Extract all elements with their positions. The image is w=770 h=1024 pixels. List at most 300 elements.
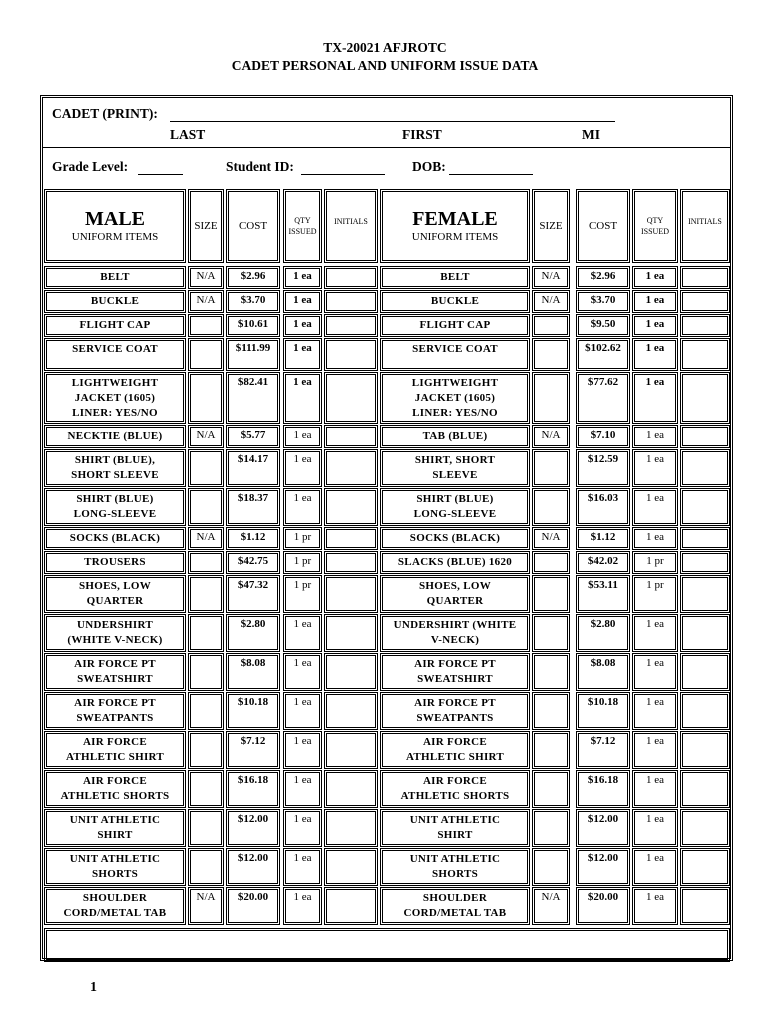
male-item-name: FLIGHT CAP bbox=[79, 319, 151, 331]
dob-field[interactable] bbox=[449, 174, 533, 175]
info-divider bbox=[43, 147, 730, 148]
male-size-cell[interactable] bbox=[188, 266, 224, 289]
male-item-cell bbox=[44, 266, 186, 289]
female-item-cell bbox=[380, 770, 530, 808]
female-item-name: SWEATPANTS bbox=[416, 712, 494, 724]
male-qty-cell bbox=[283, 731, 322, 769]
female-item-name: SHOULDER bbox=[422, 892, 488, 904]
male-item-name: JACKET (1605) bbox=[74, 392, 156, 404]
male-size-value: N/A bbox=[196, 429, 216, 441]
male-qty-value: 1 ea bbox=[293, 492, 312, 504]
male-qty-value: 1 ea bbox=[293, 735, 312, 747]
male-item-name: SHIRT bbox=[97, 829, 133, 841]
male-initials-field[interactable] bbox=[324, 614, 378, 652]
female-qty-cell bbox=[632, 614, 678, 652]
female-size-cell[interactable] bbox=[532, 314, 570, 337]
female-size-cell[interactable] bbox=[532, 290, 570, 313]
female-initials-field[interactable] bbox=[680, 314, 730, 337]
male-cost-value: $14.17 bbox=[237, 453, 269, 465]
female-size-cell[interactable] bbox=[532, 372, 570, 424]
female-initials-field[interactable] bbox=[680, 338, 730, 371]
male-qty-cell bbox=[283, 338, 322, 371]
female-cost-value: $2.96 bbox=[590, 270, 616, 282]
male-cost-cell bbox=[226, 653, 280, 691]
male-qty-value: 1 ea bbox=[293, 852, 312, 864]
female-initials-field[interactable] bbox=[680, 488, 730, 526]
male-size-cell[interactable] bbox=[188, 614, 224, 652]
male-qty-cell bbox=[283, 770, 322, 808]
male-qty-value: 1 ea bbox=[293, 294, 312, 306]
qty-label: QTY bbox=[646, 216, 664, 225]
female-item-cell bbox=[380, 527, 530, 550]
male-item-name: AIR FORCE PT bbox=[74, 697, 156, 709]
female-size-cell[interactable] bbox=[532, 449, 570, 487]
male-cost-value: $20.00 bbox=[237, 891, 269, 903]
female-cost-value: $1.12 bbox=[590, 531, 616, 543]
male-cost-cell bbox=[226, 314, 280, 337]
male-initials-field[interactable] bbox=[324, 653, 378, 691]
female-size-cell[interactable] bbox=[532, 731, 570, 769]
female-item-name: SLEEVE bbox=[432, 469, 478, 481]
female-item-name: SHORTS bbox=[431, 868, 479, 880]
initials-label: INITIALS bbox=[688, 217, 722, 226]
male-item-cell bbox=[44, 770, 186, 808]
female-item-name: AIR FORCE PT bbox=[414, 658, 496, 670]
male-item-name: LINER: YES/NO bbox=[72, 407, 158, 419]
male-item-name: (WHITE V-NECK) bbox=[67, 634, 163, 646]
male-cost-value: $12.00 bbox=[237, 852, 269, 864]
male-cost-cell bbox=[226, 372, 280, 424]
male-qty-value: 1 ea bbox=[293, 376, 312, 388]
female-qty-value: 1 ea bbox=[645, 376, 665, 388]
male-initials-field[interactable] bbox=[324, 488, 378, 526]
female-size-value: N/A bbox=[541, 270, 561, 282]
female-item-cell bbox=[380, 887, 530, 925]
female-qty-cell bbox=[632, 575, 678, 613]
male-size-cell[interactable] bbox=[188, 372, 224, 424]
female-cost-cell bbox=[576, 314, 630, 337]
male-size-cell[interactable] bbox=[188, 809, 224, 847]
male-size-value: N/A bbox=[196, 294, 216, 306]
female-qty-cell bbox=[632, 488, 678, 526]
female-size-cell[interactable] bbox=[532, 614, 570, 652]
male-initials-field[interactable] bbox=[324, 731, 378, 769]
male-item-name: BUCKLE bbox=[90, 295, 140, 307]
male-cost-value: $3.70 bbox=[240, 294, 266, 306]
male-item-name: SWEATSHIRT bbox=[77, 673, 153, 685]
female-cost-cell bbox=[576, 551, 630, 574]
male-cost-value: $10.61 bbox=[237, 318, 269, 330]
male-item-cell bbox=[44, 488, 186, 526]
female-item-name: JACKET (1605) bbox=[414, 392, 496, 404]
female-cost-cell bbox=[576, 449, 630, 487]
male-qty-cell bbox=[283, 575, 322, 613]
female-item-name: FLIGHT CAP bbox=[419, 319, 491, 331]
male-qty-cell bbox=[283, 848, 322, 886]
female-item-name: SHIRT bbox=[437, 829, 473, 841]
female-item-cell bbox=[380, 809, 530, 847]
female-cost-cell bbox=[576, 770, 630, 808]
female-qty-cell bbox=[632, 266, 678, 289]
male-size-cell[interactable] bbox=[188, 290, 224, 313]
male-initials-field[interactable] bbox=[324, 848, 378, 886]
male-initials-field[interactable] bbox=[324, 338, 378, 371]
male-header bbox=[44, 189, 186, 263]
female-size-cell[interactable] bbox=[532, 266, 570, 289]
cost-label: COST bbox=[588, 219, 618, 232]
male-cost-cell bbox=[226, 266, 280, 289]
male-item-cell bbox=[44, 848, 186, 886]
male-item-cell bbox=[44, 692, 186, 730]
female-qty-cell bbox=[632, 425, 678, 448]
male-cost-value: $42.75 bbox=[237, 555, 269, 567]
female-initials-field[interactable] bbox=[680, 575, 730, 613]
female-cost-value: $77.62 bbox=[587, 376, 619, 388]
male-size-cell[interactable] bbox=[188, 488, 224, 526]
female-item-name: LINER: YES/NO bbox=[412, 407, 498, 419]
male-size-cell[interactable] bbox=[188, 314, 224, 337]
male-item-cell bbox=[44, 372, 186, 424]
female-size-value: N/A bbox=[541, 429, 561, 441]
grade-level-label: Grade Level: bbox=[52, 159, 129, 174]
male-qty-cell bbox=[283, 887, 322, 925]
female-item-cell bbox=[380, 449, 530, 487]
male-initials-field[interactable] bbox=[324, 290, 378, 313]
uniform-items-label: UNIFORM ITEMS bbox=[411, 230, 499, 243]
male-qty-cell bbox=[283, 266, 322, 289]
female-cost-cell bbox=[576, 614, 630, 652]
male-size-value: N/A bbox=[196, 531, 216, 543]
female-initials-field[interactable] bbox=[680, 551, 730, 574]
female-item-cell bbox=[380, 314, 530, 337]
female-initials-field[interactable] bbox=[680, 653, 730, 691]
female-cost-cell bbox=[576, 653, 630, 691]
male-size-cell[interactable] bbox=[188, 653, 224, 691]
page-number: 1 bbox=[90, 980, 97, 995]
female-size-cell[interactable] bbox=[532, 425, 570, 448]
male-size-cell[interactable] bbox=[188, 692, 224, 730]
female-qty-cell bbox=[632, 770, 678, 808]
male-cost-cell bbox=[226, 887, 280, 925]
male-size-cell[interactable] bbox=[188, 425, 224, 448]
male-cost-cell bbox=[226, 575, 280, 613]
male-qty-value: 1 ea bbox=[293, 318, 312, 330]
female-item-name: QUARTER bbox=[426, 595, 484, 607]
male-initials-field[interactable] bbox=[324, 692, 378, 730]
female-initials-field[interactable] bbox=[680, 449, 730, 487]
male-qty-cell bbox=[283, 809, 322, 847]
male-item-cell bbox=[44, 731, 186, 769]
female-qty-value: 1 ea bbox=[645, 294, 665, 306]
male-initials-field[interactable] bbox=[324, 266, 378, 289]
female-qty-value: 1 ea bbox=[645, 852, 664, 864]
male-item-name: ATHLETIC SHIRT bbox=[65, 751, 165, 763]
male-qty-value: 1 ea bbox=[293, 429, 312, 441]
qty-header bbox=[632, 189, 678, 263]
female-item-cell bbox=[380, 653, 530, 691]
male-initials-field[interactable] bbox=[324, 551, 378, 574]
male-qty-cell bbox=[283, 290, 322, 313]
male-cost-cell bbox=[226, 809, 280, 847]
female-qty-value: 1 ea bbox=[645, 696, 664, 708]
male-item-name: TROUSERS bbox=[84, 556, 146, 568]
female-initials-field[interactable] bbox=[680, 731, 730, 769]
female-initials-field[interactable] bbox=[680, 425, 730, 448]
female-initials-field[interactable] bbox=[680, 372, 730, 424]
female-initials-field[interactable] bbox=[680, 290, 730, 313]
male-initials-field[interactable] bbox=[324, 527, 378, 550]
male-initials-field[interactable] bbox=[324, 314, 378, 337]
male-item-name: SHIRT (BLUE), bbox=[74, 454, 156, 466]
male-qty-value: 1 ea bbox=[293, 774, 312, 786]
female-cost-cell bbox=[576, 290, 630, 313]
female-cost-cell bbox=[576, 527, 630, 550]
male-cost-cell bbox=[226, 614, 280, 652]
male-cost-value: $8.08 bbox=[240, 657, 266, 669]
female-item-name: V-NECK) bbox=[430, 634, 480, 646]
female-size-cell[interactable] bbox=[532, 692, 570, 730]
male-initials-field[interactable] bbox=[324, 887, 378, 925]
female-item-name: SHIRT, SHORT bbox=[414, 454, 496, 466]
female-size-cell[interactable] bbox=[532, 488, 570, 526]
female-title: FEMALE bbox=[412, 207, 498, 230]
female-qty-cell bbox=[632, 809, 678, 847]
female-item-cell bbox=[380, 425, 530, 448]
initials-label: INITIALS bbox=[334, 217, 368, 226]
female-qty-cell bbox=[632, 449, 678, 487]
first-name-caption: FIRST bbox=[402, 127, 442, 142]
female-item-cell bbox=[380, 575, 530, 613]
form-title: TX-20021 AFJROTC bbox=[323, 40, 447, 55]
female-qty-cell bbox=[632, 527, 678, 550]
male-item-cell bbox=[44, 449, 186, 487]
male-item-cell bbox=[44, 809, 186, 847]
female-size-cell[interactable] bbox=[532, 527, 570, 550]
female-cost-cell bbox=[576, 338, 630, 371]
female-cost-cell bbox=[576, 692, 630, 730]
female-initials-field[interactable] bbox=[680, 809, 730, 847]
male-item-cell bbox=[44, 575, 186, 613]
female-initials-field[interactable] bbox=[680, 266, 730, 289]
male-item-name: UNDERSHIRT bbox=[77, 619, 153, 631]
female-item-name: SHOES, LOW bbox=[418, 580, 492, 592]
male-cost-cell bbox=[226, 551, 280, 574]
female-qty-value: 1 ea bbox=[645, 453, 664, 465]
male-cost-cell bbox=[226, 290, 280, 313]
male-size-cell[interactable] bbox=[188, 887, 224, 925]
female-qty-cell bbox=[632, 731, 678, 769]
male-qty-value: 1 ea bbox=[293, 813, 312, 825]
male-qty-value: 1 ea bbox=[293, 891, 312, 903]
male-qty-value: 1 pr bbox=[293, 555, 312, 567]
female-cost-value: $12.00 bbox=[587, 813, 619, 825]
female-item-cell bbox=[380, 692, 530, 730]
male-size-cell[interactable] bbox=[188, 551, 224, 574]
notes-box[interactable] bbox=[44, 928, 730, 962]
male-title: MALE bbox=[85, 207, 145, 230]
male-cost-value: $10.18 bbox=[237, 696, 269, 708]
male-item-name: SOCKS (BLACK) bbox=[69, 532, 161, 544]
male-qty-value: 1 ea bbox=[293, 342, 312, 354]
male-initials-field[interactable] bbox=[324, 809, 378, 847]
male-cost-cell bbox=[226, 488, 280, 526]
female-size-value: N/A bbox=[541, 891, 561, 903]
initials-header bbox=[680, 189, 730, 263]
male-qty-cell bbox=[283, 692, 322, 730]
female-cost-value: $12.59 bbox=[587, 453, 619, 465]
female-cost-value: $16.03 bbox=[587, 492, 619, 504]
male-item-cell bbox=[44, 314, 186, 337]
female-size-cell[interactable] bbox=[532, 575, 570, 613]
female-size-cell[interactable] bbox=[532, 809, 570, 847]
male-initials-field[interactable] bbox=[324, 425, 378, 448]
female-size-cell[interactable] bbox=[532, 338, 570, 371]
qty-label: QTY bbox=[294, 216, 311, 225]
male-item-name: AIR FORCE PT bbox=[74, 658, 156, 670]
male-item-name: SHOULDER bbox=[82, 892, 148, 904]
female-qty-value: 1 ea bbox=[645, 774, 664, 786]
middle-initial-caption: MI bbox=[582, 127, 600, 142]
female-qty-value: 1 pr bbox=[646, 555, 664, 567]
male-cost-value: $18.37 bbox=[237, 492, 269, 504]
male-item-cell bbox=[44, 290, 186, 313]
male-item-name: NECKTIE (BLUE) bbox=[67, 430, 163, 442]
female-item-name: AIR FORCE PT bbox=[414, 697, 496, 709]
female-cost-value: $42.02 bbox=[587, 555, 619, 567]
male-cost-value: $16.18 bbox=[237, 774, 269, 786]
male-qty-cell bbox=[283, 527, 322, 550]
female-cost-cell bbox=[576, 809, 630, 847]
form-subtitle: CADET PERSONAL AND UNIFORM ISSUE DATA bbox=[231, 58, 539, 73]
male-qty-cell bbox=[283, 372, 322, 424]
female-size-value: N/A bbox=[541, 294, 561, 306]
male-initials-field[interactable] bbox=[324, 449, 378, 487]
female-cost-cell bbox=[576, 731, 630, 769]
male-size-cell[interactable] bbox=[188, 848, 224, 886]
female-item-cell bbox=[380, 266, 530, 289]
cadet-name-field[interactable] bbox=[170, 121, 615, 122]
female-qty-cell bbox=[632, 887, 678, 925]
female-item-name: TAB (BLUE) bbox=[422, 430, 488, 442]
female-size-value: N/A bbox=[541, 531, 561, 543]
male-item-cell bbox=[44, 653, 186, 691]
issued-label: ISSUED bbox=[288, 227, 317, 236]
female-item-name: SERVICE COAT bbox=[412, 343, 498, 355]
male-item-cell bbox=[44, 425, 186, 448]
male-cost-cell bbox=[226, 338, 280, 371]
female-qty-value: 1 ea bbox=[645, 342, 665, 354]
female-item-name: BELT bbox=[440, 271, 470, 283]
initials-header bbox=[324, 189, 378, 263]
male-qty-value: 1 ea bbox=[293, 696, 312, 708]
female-item-cell bbox=[380, 848, 530, 886]
female-cost-cell bbox=[576, 848, 630, 886]
student-id-label: Student ID: bbox=[226, 159, 294, 174]
female-cost-cell bbox=[576, 887, 630, 925]
male-qty-cell bbox=[283, 653, 322, 691]
male-size-cell[interactable] bbox=[188, 770, 224, 808]
male-initials-field[interactable] bbox=[324, 770, 378, 808]
male-size-cell[interactable] bbox=[188, 527, 224, 550]
female-cost-value: $102.62 bbox=[585, 342, 621, 354]
male-cost-value: $2.96 bbox=[240, 270, 266, 282]
male-item-cell bbox=[44, 614, 186, 652]
female-item-name: SHIRT (BLUE) bbox=[416, 493, 494, 505]
female-initials-field[interactable] bbox=[680, 848, 730, 886]
male-cost-value: $2.80 bbox=[240, 618, 266, 630]
dob-label: DOB: bbox=[412, 159, 446, 174]
student-id-field[interactable] bbox=[301, 174, 385, 175]
female-qty-value: 1 ea bbox=[645, 492, 664, 504]
male-item-name: SWEATPANTS bbox=[76, 712, 154, 724]
male-item-name: SHORTS bbox=[91, 868, 139, 880]
female-qty-value: 1 pr bbox=[646, 579, 664, 591]
female-cost-value: $2.80 bbox=[590, 618, 616, 630]
female-qty-value: 1 ea bbox=[645, 531, 664, 543]
female-size-cell[interactable] bbox=[532, 887, 570, 925]
male-item-cell bbox=[44, 551, 186, 574]
male-cost-cell bbox=[226, 527, 280, 550]
male-initials-field[interactable] bbox=[324, 372, 378, 424]
male-cost-value: $12.00 bbox=[237, 813, 269, 825]
female-qty-cell bbox=[632, 692, 678, 730]
uniform-items-label: UNIFORM ITEMS bbox=[71, 230, 159, 243]
male-initials-field[interactable] bbox=[324, 575, 378, 613]
male-size-cell[interactable] bbox=[188, 449, 224, 487]
female-qty-cell bbox=[632, 314, 678, 337]
female-initials-field[interactable] bbox=[680, 614, 730, 652]
male-qty-cell bbox=[283, 614, 322, 652]
female-item-name: SLACKS (BLUE) 1620 bbox=[397, 556, 513, 568]
female-cost-value: $7.12 bbox=[590, 735, 616, 747]
female-cost-value: $9.50 bbox=[590, 318, 616, 330]
male-qty-value: 1 pr bbox=[293, 531, 312, 543]
female-header bbox=[380, 189, 530, 263]
female-qty-value: 1 ea bbox=[645, 318, 665, 330]
female-qty-cell bbox=[632, 338, 678, 371]
female-item-name: LIGHTWEIGHT bbox=[411, 377, 499, 389]
female-initials-field[interactable] bbox=[680, 692, 730, 730]
cadet-name-label: CADET (PRINT): bbox=[52, 106, 158, 121]
last-name-caption: LAST bbox=[170, 127, 206, 142]
qty-header bbox=[283, 189, 322, 263]
male-size-cell[interactable] bbox=[188, 338, 224, 371]
male-item-name: QUARTER bbox=[86, 595, 144, 607]
male-size-cell[interactable] bbox=[188, 731, 224, 769]
male-cost-value: $111.99 bbox=[235, 342, 271, 354]
male-item-name: AIR FORCE bbox=[82, 736, 148, 748]
female-item-cell bbox=[380, 338, 530, 371]
female-initials-field[interactable] bbox=[680, 527, 730, 550]
female-item-name: AIR FORCE bbox=[422, 775, 488, 787]
cost-header bbox=[576, 189, 630, 263]
male-qty-cell bbox=[283, 551, 322, 574]
female-initials-field[interactable] bbox=[680, 887, 730, 925]
male-cost-value: $7.12 bbox=[240, 735, 266, 747]
female-size-cell[interactable] bbox=[532, 848, 570, 886]
female-size-cell[interactable] bbox=[532, 770, 570, 808]
male-cost-cell bbox=[226, 449, 280, 487]
female-size-cell[interactable] bbox=[532, 653, 570, 691]
male-cost-value: $5.77 bbox=[240, 429, 266, 441]
size-label: SIZE bbox=[194, 219, 218, 232]
female-initials-field[interactable] bbox=[680, 770, 730, 808]
male-size-cell[interactable] bbox=[188, 575, 224, 613]
female-item-name: UNIT ATHLETIC bbox=[409, 853, 501, 865]
female-size-cell[interactable] bbox=[532, 551, 570, 574]
male-qty-cell bbox=[283, 488, 322, 526]
grade-level-field[interactable] bbox=[138, 174, 183, 175]
